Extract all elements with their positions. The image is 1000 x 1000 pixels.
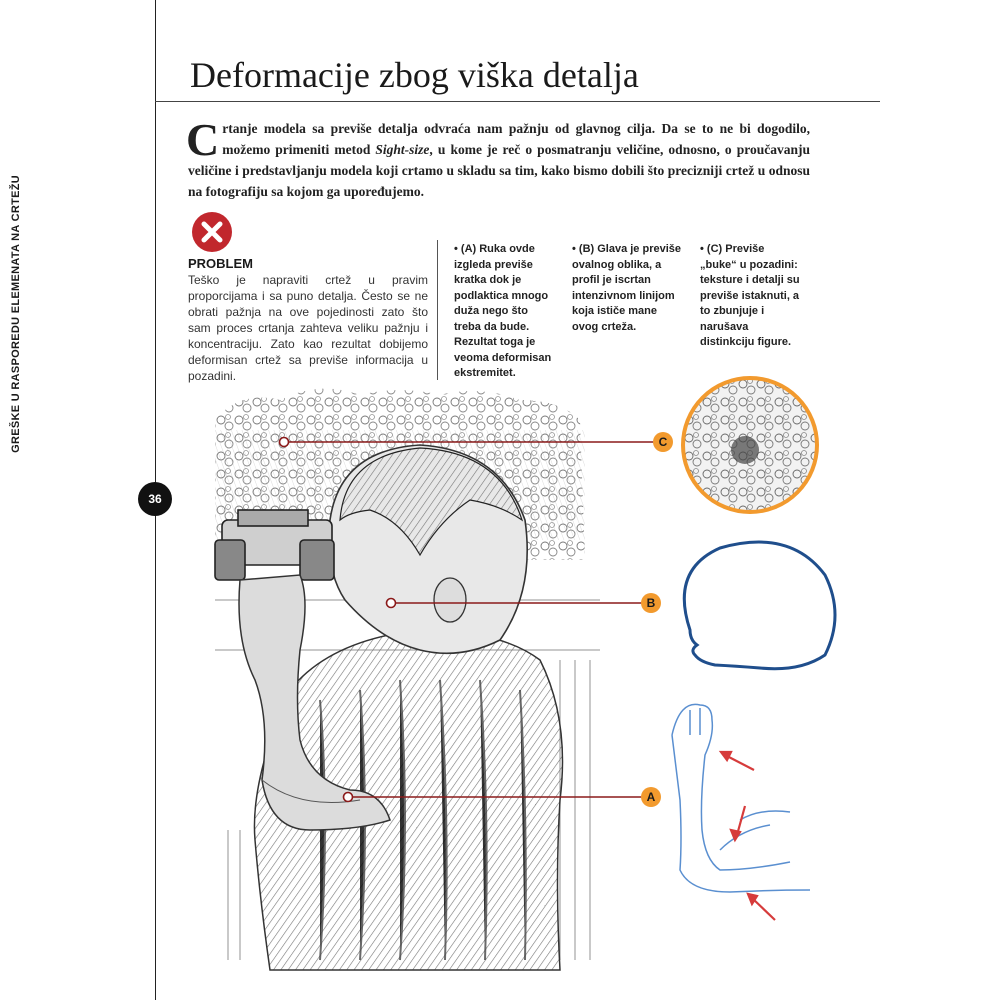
inset-a-arm-sketch	[672, 704, 810, 892]
binoculars	[215, 510, 334, 580]
problem-heading: PROBLEM	[188, 256, 253, 271]
figure-ear	[434, 578, 466, 622]
running-header: GREŠKE U RASPOREDU ELEMENATA NA CRTEŽU	[10, 175, 22, 453]
note-a: • (A) Ruka ovde izgleda previše kratka dok je podlaktica mnogo duža nego što treba da bude. Rezultat toga je veoma deformisan ekstremitet.	[454, 243, 552, 379]
problem-text: Teško je napraviti crtež u pravim proporcijama i sa puno detalja. Često se ne obrati pažnja na ove pojedinosti zato što sam proces crtanja zahteva veliku pažnju i koncentraciju. Zato kao rezultat dobijemo deformisan crtež sa previše informacija u pozadini.	[188, 273, 428, 383]
intro-italic: Sight-size	[375, 142, 430, 157]
page-number: 36	[138, 482, 172, 516]
intro-text: rtanje modela sa previše detalja odvraća nam pažnju od glavnog cilja. Da se to ne bi dogodilo, možemo primeniti metod	[222, 121, 810, 157]
inset-b-head-outline	[684, 542, 835, 669]
callout-c: C	[653, 432, 673, 452]
dropcap: C	[186, 114, 220, 165]
callout-a: A	[641, 787, 661, 807]
note-c: • (C) Previše „buke“ u pozadini: teksture i detalji su previše istaknuti, a to zbunjuje i narušava distinkciju figure.	[700, 243, 800, 348]
note-b: • (B) Glava je previše ovalnog oblika, a profil je iscrtan intenzivnom linijom koja ističe mane ovog crteža.	[572, 243, 682, 333]
inset-c-background-detail	[680, 375, 820, 515]
intro-text-end: , u kome je reč o posmatranju veličine, odnosno, o proučavanju veličine i predstavljanju modela koji crtamo u skladu sa tim, kako bismo dobili što precizniji crtež u odnosu na fotografiju sa kojom ga upoređujemo.	[188, 142, 810, 199]
page-title: Deformacije zbog viška detalja	[190, 55, 639, 95]
inset-a-arrows	[721, 752, 775, 920]
callout-b: B	[641, 593, 661, 613]
